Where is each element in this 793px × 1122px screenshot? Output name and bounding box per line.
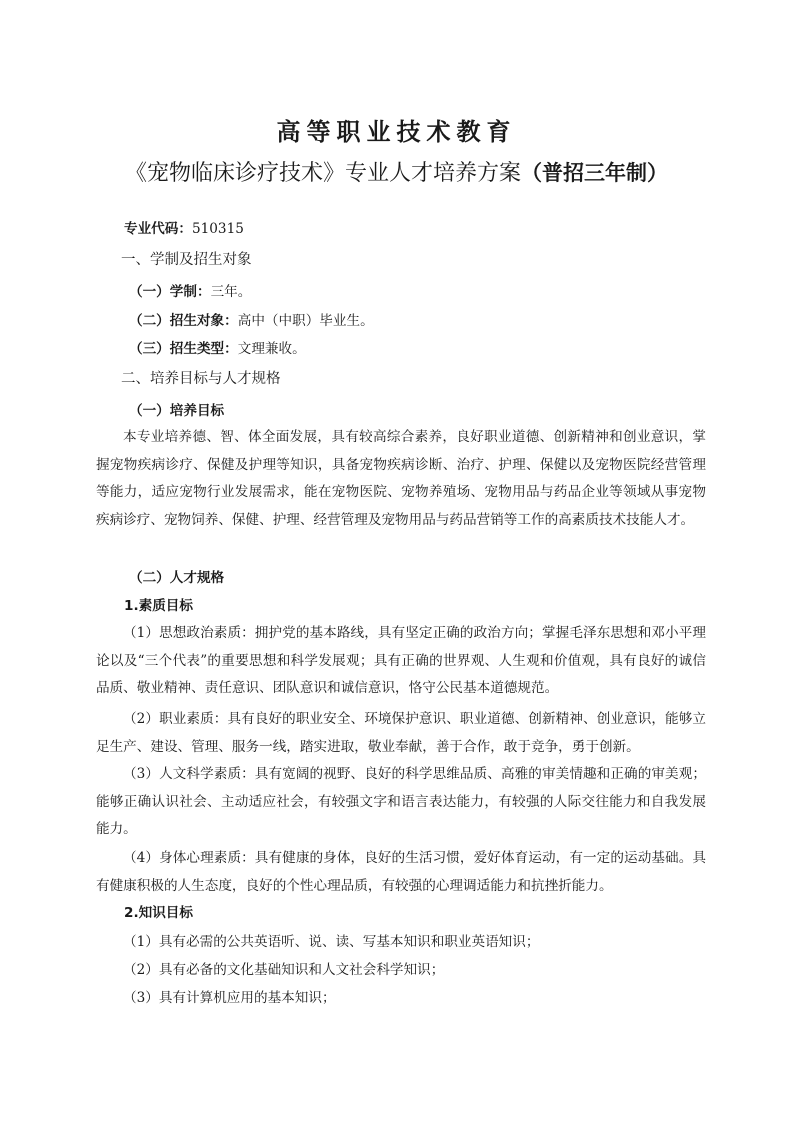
- quality-paragraph: （3）人文科学素质：具有宽阔的视野、良好的科学思维品质、高雅的审美情趣和正确的审美观；能够正确认识社会、主动适应社会，有较强文字和语言表达能力，有较强的人际交往能力和自我发展能力。: [96, 766, 706, 838]
- knowledge-item: （3）具有计算机应用的基本知识；: [123, 990, 336, 1006]
- major-code-label: 专业代码：: [124, 221, 192, 237]
- document-title: 高等职业技术教育: [276, 118, 517, 146]
- item-value: 文理兼收。: [237, 341, 306, 357]
- item-value: 三年。: [210, 284, 252, 300]
- talent-spec-heading: （二）人才规格: [129, 570, 225, 586]
- quality-goal-heading: 1.素质目标: [124, 598, 193, 614]
- quality-paragraph: （2）职业素质：具有良好的职业安全、环境保护意识、职业道德、创新精神、创业意识，能够立足生产、建设、管理、服务一线，踏实进取，敬业奉献，善于合作，敢于竞争，勇于创新。: [96, 711, 706, 755]
- subtitle-suffix: （普招三年制）: [521, 161, 668, 185]
- quality-paragraph: （4）身体心理素质：具有健康的身体，良好的生活习惯，爱好体育运动，有一定的运动基础。具有健康积极的人生态度，良好的个性心理品质，有较强的心理调适能力和抗挫折能力。: [96, 850, 706, 894]
- training-goal-heading: （一）培养目标: [129, 403, 225, 419]
- section1-item: [129, 336, 739, 362]
- item-label: （一）学制：: [129, 284, 211, 300]
- section1-heading: 一、学制及招生对象: [121, 252, 252, 268]
- subtitle-main: 《宠物临床诊疗技术》专业人才培养方案: [124, 161, 521, 186]
- training-goal-paragraph: 本专业培养德、智、体全面发展，具有较高综合素养，良好职业道德、创新精神和创业意识，掌握宠物疾病诊疗、保健及护理等知识，具备宠物疾病诊断、治疗、护理、保健以及宠物医院经营管理等能力，适应宠物行业发展需求，能在宠物医院、宠物养殖场、宠物用品与药品企业等领域从事宠物疾病诊疗、宠物饲养、保健、护理、经营管理及宠物用品与药品营销等工作的高素质技术技能人才。: [96, 429, 706, 528]
- section2-heading: 二、培养目标与人才规格: [121, 371, 281, 387]
- section1-item: [129, 308, 739, 334]
- section1-item: [129, 279, 739, 305]
- item-value: 高中（中职）毕业生。: [237, 313, 374, 329]
- item-label: （二）招生对象：: [129, 313, 238, 329]
- quality-paragraph: （1）思想政治素质：拥护党的基本路线，具有坚定正确的政治方向；掌握毛泽东思想和邓小平理论以及“三个代表”的重要思想和科学发展观；具有正确的世界观、人生观和价值观，具有良好的诚信品质、敬业精神、责任意识、团队意识和诚信意识，恪守公民基本道德规范。: [96, 625, 706, 697]
- item-label: （三）招生类型：: [129, 341, 238, 357]
- knowledge-item: （2）具有必备的文化基础知识和人文社会科学知识；: [123, 962, 445, 978]
- knowledge-goal-heading: 2.知识目标: [124, 905, 193, 921]
- major-code-value: 510315: [191, 221, 244, 237]
- major-code: [124, 216, 734, 242]
- knowledge-item: （1）具有必需的公共英语听、说、读、写基本知识和职业英语知识；: [123, 934, 540, 950]
- document-subtitle: [0, 156, 793, 187]
